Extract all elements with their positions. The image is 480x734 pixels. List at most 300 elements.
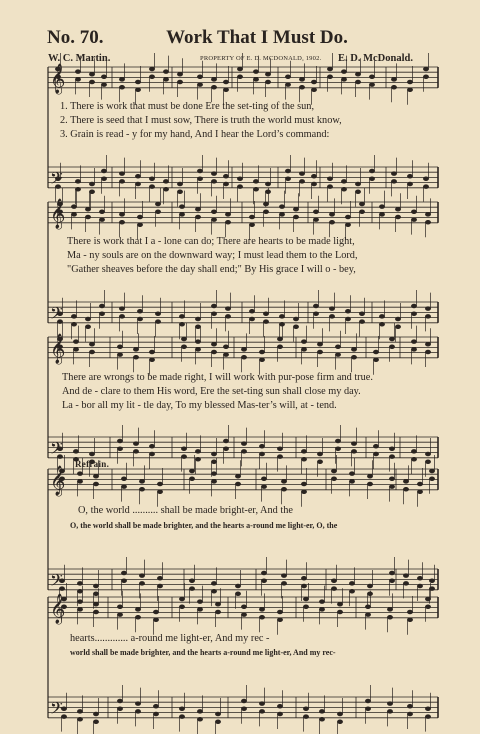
note-head [417,584,422,588]
treble-clef-icon: 𝄞 [50,593,66,624]
note-head [71,213,76,217]
note-head [319,600,324,604]
note-head [133,442,138,446]
note-head [373,350,378,354]
note-head [327,67,332,71]
note-head [119,85,124,89]
note-head [277,447,282,451]
note-head [211,480,216,484]
note-head [387,608,392,612]
bass-clef-icon: 𝄢 [50,437,63,462]
note-head [101,75,106,79]
note-head [365,699,370,703]
note-head [89,80,94,84]
note-head [189,579,194,583]
note-head [211,312,216,316]
refrain-line-2-response: world shall be made brighter, and the hearts a-round me light-er, And my rec- [70,648,336,657]
note-head [75,70,80,74]
note-head [179,715,184,719]
note-head [425,220,430,224]
note-head [259,702,264,706]
note-head [241,348,246,352]
bass-clef-icon: 𝄢 [50,697,63,722]
note-head [329,307,334,311]
note-head [425,342,430,346]
note-head [211,180,216,184]
note-head [93,610,98,614]
note-head [155,312,160,316]
verse-3-line-3: La - bor all my lit - tle day, To my blessed Mas-ter’s will, at - tend. [62,400,337,411]
note-head [301,457,306,461]
refrain-line-1-response: O, the world shall be made brighter, and the hearts a-round me light-er, O, the [70,521,338,530]
note-head [163,180,168,184]
note-head [137,309,142,313]
bass-clef-icon: 𝄢 [50,167,63,192]
note-head [101,177,106,181]
note-head [85,325,90,329]
note-head [163,78,168,82]
note-head [391,85,396,89]
note-head [249,215,254,219]
note-head [303,715,308,719]
note-head [299,85,304,89]
note-head [389,485,394,489]
note-head [181,337,186,341]
note-head [93,602,98,606]
note-head [119,213,124,217]
note-head [423,75,428,79]
note-head [135,702,140,706]
note-head [85,215,90,219]
note-head [285,169,290,173]
note-head [369,83,374,87]
note-head [425,707,430,711]
note-head [335,439,340,443]
note-head [387,702,392,706]
note-head [341,187,346,191]
note-head [407,174,412,178]
note-head [313,312,318,316]
note-head [73,450,78,454]
refrain-line-2: hearts............. a-round me light-er, And my rec - [70,633,270,644]
note-head [303,605,308,609]
note-head [179,597,184,601]
note-head [85,317,90,321]
note-head [263,210,268,214]
note-head [417,482,422,486]
note-head [211,172,216,176]
note-head [241,355,246,359]
note-head [407,182,412,186]
note-head [351,450,356,454]
note-head [117,439,122,443]
note-head [259,350,264,354]
note-head [263,312,268,316]
note-head [149,75,154,79]
note-head [299,78,304,82]
note-head [279,315,284,319]
note-head [337,610,342,614]
treble-clef-icon: 𝄞 [50,63,66,94]
note-head [253,187,258,191]
note-head [155,210,160,214]
hymn-title: Work That I Must Do. [166,27,348,48]
note-head [337,720,342,724]
note-head [293,215,298,219]
note-head [117,605,122,609]
note-head [259,358,264,362]
note-head [249,309,254,313]
bass-clef-icon: 𝄢 [50,569,63,594]
note-head [411,312,416,316]
note-head [281,582,286,586]
note-head [225,315,230,319]
note-head [359,202,364,206]
note-head [237,67,242,71]
note-head [155,202,160,206]
note-head [211,85,216,89]
note-head [157,490,162,494]
note-head [425,315,430,319]
note-head [77,600,82,604]
note-head [335,345,340,349]
note-head [345,215,350,219]
note-head [379,205,384,209]
note-head [407,704,412,708]
note-head [407,610,412,614]
note-head [263,202,268,206]
note-head [373,452,378,456]
note-head [153,618,158,622]
note-head [195,450,200,454]
note-head [329,220,334,224]
note-head [211,582,216,586]
note-head [179,315,184,319]
note-head [211,210,216,214]
note-head [395,317,400,321]
note-head [133,450,138,454]
note-head [215,602,220,606]
note-head [373,444,378,448]
note-head [355,182,360,186]
note-head [225,307,230,311]
note-head [365,613,370,617]
note-head [277,610,282,614]
note-head [89,452,94,456]
note-head [355,190,360,194]
note-head [329,213,334,217]
note-head [135,710,140,714]
note-head [99,218,104,222]
note-head [195,348,200,352]
composer: E. D. McDonald. [338,53,413,64]
note-head [265,80,270,84]
note-head [197,608,202,612]
note-head [211,589,216,593]
note-head [241,605,246,609]
verse-1-line-1: 1. There is work that must be done Ere the set-ting of the sun, [60,101,315,112]
note-head [99,210,104,214]
note-head [89,190,94,194]
note-head [355,80,360,84]
note-head [327,185,332,189]
note-head [395,325,400,329]
note-head [189,477,194,481]
note-head [181,455,186,459]
note-head [355,72,360,76]
note-head [155,320,160,324]
note-head [249,317,254,321]
note-head [211,304,216,308]
note-head [179,707,184,711]
note-head [135,174,140,178]
treble-clef-icon: 𝄞 [50,333,66,364]
note-head [337,712,342,716]
note-head [241,450,246,454]
note-head [279,322,284,326]
note-head [89,350,94,354]
note-head [261,571,266,575]
note-head [149,452,154,456]
note-head [313,210,318,214]
note-head [211,218,216,222]
note-head [135,88,140,92]
verse-2-line-3: And de - clare to them His word, Ere the set-ting sun shall close my day. [62,386,361,397]
note-head [241,442,246,446]
note-head [235,592,240,596]
note-head [345,317,350,321]
note-head [331,477,336,481]
note-head [153,704,158,708]
note-head [429,469,434,473]
note-head [197,600,202,604]
note-head [395,207,400,211]
note-head [223,88,228,92]
note-head [223,182,228,186]
note-head [279,213,284,217]
note-head [425,715,430,719]
note-head [85,207,90,211]
note-head [279,205,284,209]
refrain-line-1: O, the world .......... shall be made bright-er, And the [78,505,293,516]
note-head [425,213,430,217]
note-head [389,455,394,459]
note-head [77,717,82,721]
note-head [367,482,372,486]
note-head [121,579,126,583]
note-head [365,605,370,609]
note-head [379,213,384,217]
note-head [403,574,408,578]
note-head [117,613,122,617]
note-head [211,460,216,464]
note-head [277,618,282,622]
note-head [163,187,168,191]
note-head [235,584,240,588]
note-head [77,480,82,484]
note-head [367,592,372,596]
note-head [311,80,316,84]
note-head [121,571,126,575]
copyright-note: PROPERTY OF E. D. MCDONALD, 1902. [200,55,322,62]
note-head [261,579,266,583]
note-head [261,477,266,481]
note-head [359,312,364,316]
note-head [303,597,308,601]
verse-1-line-3: There are wrongs to be made right, I will work with pur-pose firm and true. [62,372,373,383]
note-head [189,587,194,591]
note-head [235,474,240,478]
note-head [195,317,200,321]
note-head [367,584,372,588]
note-head [117,707,122,711]
note-head [253,78,258,82]
note-head [119,307,124,311]
note-head [403,487,408,491]
note-head [425,452,430,456]
note-head [327,75,332,79]
note-head [71,205,76,209]
note-head [387,710,392,714]
note-head [211,350,216,354]
note-head [341,70,346,74]
note-head [119,78,124,82]
note-head [241,613,246,617]
note-head [223,345,228,349]
note-head [179,205,184,209]
note-head [215,610,220,614]
note-head [425,350,430,354]
note-head [317,460,322,464]
verse-1-line-2: There is work that I a - lone can do; There are hearts to be made light, [67,236,355,247]
note-head [119,315,124,319]
note-head [285,83,290,87]
note-head [301,340,306,344]
note-head [281,574,286,578]
note-head [301,584,306,588]
note-head [215,720,220,724]
note-head [341,78,346,82]
note-head [117,447,122,451]
note-head [223,439,228,443]
note-head [177,72,182,76]
note-head [101,83,106,87]
note-head [153,712,158,716]
note-head [365,707,370,711]
note-head [73,348,78,352]
note-head [149,358,154,362]
note-head [359,320,364,324]
hymn-number: No. 70. [47,27,104,48]
note-head [235,482,240,486]
note-head [119,172,124,176]
verse-2-line-1: 2. There is seed that I must sow, There is truth the world must know, [60,115,342,126]
note-head [285,75,290,79]
note-head [139,487,144,491]
note-head [71,315,76,319]
note-head [411,304,416,308]
note-head [407,618,412,622]
note-head [135,182,140,186]
note-head [285,177,290,181]
note-head [425,605,430,609]
verse-2-line-2: Ma - ny souls are on the downward way; I must lead them to the Lord, [67,250,358,261]
note-head [153,610,158,614]
note-head [349,582,354,586]
note-head [345,223,350,227]
note-head [223,353,228,357]
note-head [341,180,346,184]
note-head [237,75,242,79]
note-head [71,322,76,326]
note-head [301,482,306,486]
note-head [177,182,182,186]
note-head [311,182,316,186]
note-head [89,182,94,186]
note-head [345,309,350,313]
note-head [117,353,122,357]
note-head [331,469,336,473]
lyricist: W. C. Martin. [48,53,111,64]
note-head [301,576,306,580]
note-head [197,717,202,721]
note-head [259,444,264,448]
note-head [121,477,126,481]
note-head [389,579,394,583]
note-head [157,576,162,580]
note-head [367,474,372,478]
note-head [407,88,412,92]
note-head [407,80,412,84]
note-head [423,185,428,189]
note-head [215,712,220,716]
note-head [319,608,324,612]
note-head [317,452,322,456]
note-head [197,177,202,181]
note-head [311,174,316,178]
note-head [319,710,324,714]
note-head [337,602,342,606]
note-head [77,608,82,612]
note-head [117,699,122,703]
note-head [77,710,82,714]
note-head [135,615,140,619]
note-head [241,707,246,711]
note-head [293,325,298,329]
note-head [423,67,428,71]
note-head [223,80,228,84]
note-head [133,355,138,359]
note-head [335,353,340,357]
note-head [369,177,374,181]
note-head [137,317,142,321]
note-head [225,220,230,224]
note-head [277,337,282,341]
note-head [411,340,416,344]
note-head [137,223,142,227]
note-head [313,218,318,222]
note-head [253,180,258,184]
note-head [277,712,282,716]
note-head [389,345,394,349]
note-head [197,83,202,87]
note-head [75,180,80,184]
note-head [331,587,336,591]
verse-3-line-2: "Gather sheaves before the day shall end;" By His grace I will o - bey, [67,264,356,275]
note-head [319,717,324,721]
note-head [177,80,182,84]
note-head [417,576,422,580]
